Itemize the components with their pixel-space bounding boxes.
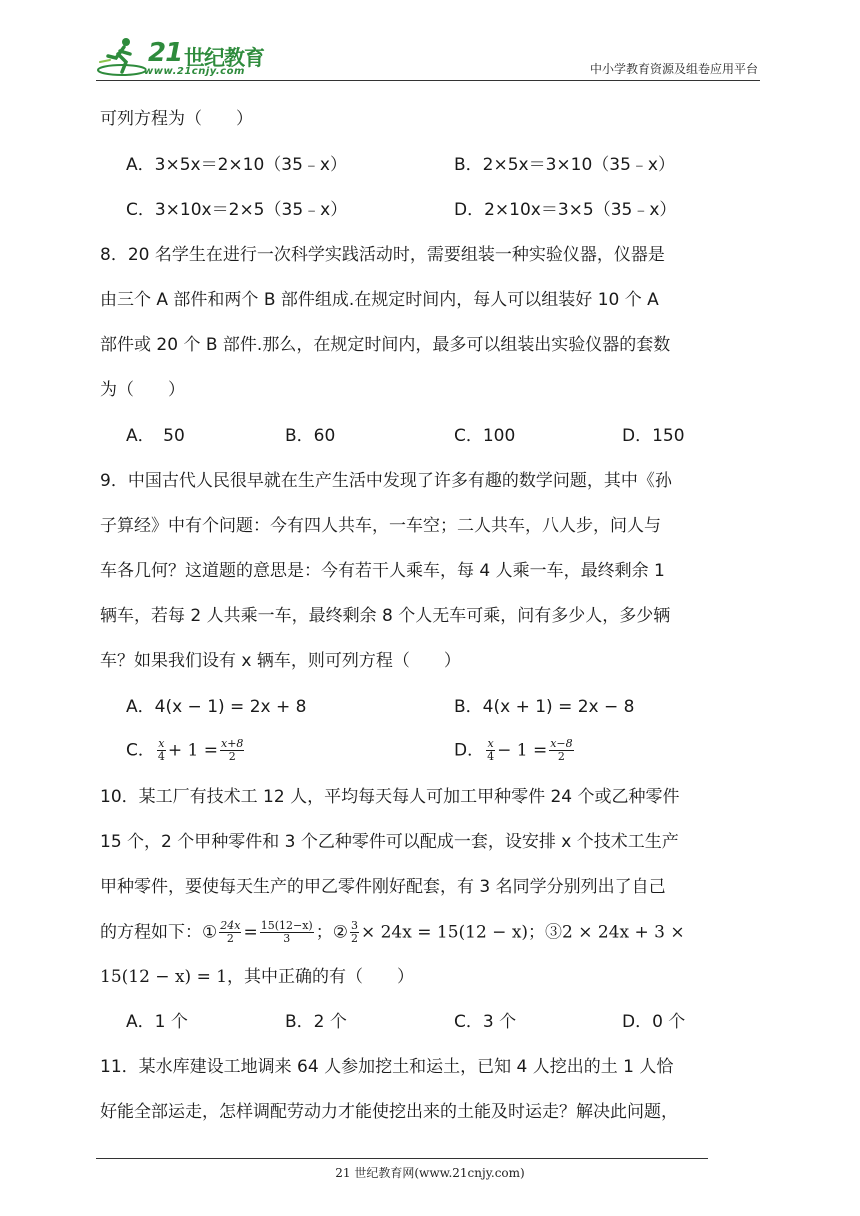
q7-option-b: B．2×5x＝3×10（35﹣x） (454, 155, 675, 175)
logo-url: www.21cnjy.com (144, 66, 245, 77)
q9-option-c-label: C． (126, 740, 155, 761)
footer-divider (96, 1158, 708, 1159)
q11-line-2: 好能全部运走，怎样调配劳动力才能使挖出来的土能及时运走？解决此问题， (100, 1102, 678, 1122)
page-header (96, 34, 760, 80)
q9-line-2: 子算经》中有个问题：今有四人共车，一车空；二人共车，八人步，问人与 (100, 516, 661, 536)
fraction-24x-over-2: $\frac{24x}{2}$ (220, 919, 241, 945)
q10-equals: = (243, 922, 258, 943)
q9-option-d-label: D． (454, 740, 485, 761)
q8-option-c: C．100 (454, 426, 516, 446)
fraction-15-12-minus-x-over-3: $\frac{15(12-x)}{3}$ (260, 919, 313, 945)
q10-option-b: B．2 个 (285, 1012, 347, 1032)
q8-line-3: 部件或 20 个 B 部件.那么，在规定时间内，最多可以组装出实验仪器的套数 (100, 335, 671, 355)
q7-stem-end: 可列方程为（ ） (100, 109, 253, 129)
q9-option-c-tail: + 1 = (167, 740, 218, 761)
q9-option-d-tail: − 1 = (497, 740, 548, 761)
header-divider (96, 80, 760, 81)
q10-line-2: 15 个，2 个甲种零件和 3 个乙种零件可以配成一套，设安排 x 个技术工生产 (100, 832, 679, 852)
q7-option-d: D．2×10x＝3×5（35﹣x） (454, 200, 677, 220)
q7-option-c: C．3×10x＝2×5（35﹣x） (126, 200, 348, 220)
q8-option-b: B．60 (285, 426, 336, 446)
q8-option-d: D．150 (622, 426, 685, 446)
q11-line-1: 11．某水库建设工地调来 64 人参加挖土和运土，已知 4 人挖出的土 1 人恰 (100, 1057, 674, 1077)
q9-option-b: B．4(x + 1) = 2x − 8 (454, 697, 635, 717)
q9-line-1: 9．中国古代人民很早就在生产生活中发现了许多有趣的数学问题，其中《孙 (100, 471, 672, 491)
q10-line-5: 15(12 − x) = 1，其中正确的有（ ） (100, 967, 415, 987)
q8-line-2: 由三个 A 部件和两个 B 部件组成.在规定时间内，每人可以组装好 10 个 A (100, 290, 659, 310)
q9-option-a: A．4(x − 1) = 2x + 8 (126, 697, 307, 717)
q10-option-a: A．1 个 (126, 1012, 188, 1032)
page-footer: 21 世纪教育网(www.21cnjy.com) (335, 1166, 525, 1180)
fraction-x-over-4: $\frac{x}{4}$ (487, 737, 495, 763)
logo-number: 21 (148, 38, 183, 68)
q9-line-5: 车？如果我们设有 x 辆车，则可列方程（ ） (100, 651, 461, 671)
q9-line-3: 车各几何？这道题的意思是：今有若干人乘车，每 4 人乘一车，最终剩余 1 (100, 561, 665, 581)
q8-line-1: 8．20 名学生在进行一次科学实践活动时，需要组装一种实验仪器，仪器是 (100, 245, 665, 265)
q9-line-4: 辆车，若每 2 人共乘一车，最终剩余 8 个人无车可乘，问有多少人，多少辆 (100, 606, 671, 626)
q10-line-1: 10．某工厂有技术工 12 人，平均每天每人可加工甲种零件 24 个或乙种零件 (100, 787, 680, 807)
q8-option-a: A． 50 (126, 426, 185, 446)
q10-line-4-mid3: × 24x = 15(12 − x)；③2 × 24x + 3 × (360, 922, 685, 943)
q9-option-c (126, 738, 246, 763)
q10-line-4-prefix: 的方程如下：① (100, 922, 218, 943)
logo-text: 世纪教育 (184, 46, 264, 70)
q10-option-c: C．3 个 (454, 1012, 517, 1032)
fraction-3-over-2: $\frac{3}{2}$ (350, 919, 358, 945)
running-figure-icon (96, 34, 146, 80)
q10-option-d: D．0 个 (622, 1012, 686, 1032)
site-logo (96, 34, 266, 80)
q8-line-4: 为（ ） (100, 380, 185, 400)
q9-option-d (454, 738, 576, 763)
fraction-x-over-4: $\frac{x}{4}$ (157, 737, 165, 763)
q10-line-4 (100, 920, 685, 945)
fraction-x-plus-8-over-2: $\frac{x+8}{2}$ (221, 737, 244, 763)
q7-option-a: A．3×5x＝2×10（35﹣x） (126, 155, 347, 175)
fraction-x-minus-8-over-2: $\frac{x-8}{2}$ (550, 737, 573, 763)
header-platform-text: 中小学教育资源及组卷应用平台 (589, 62, 758, 76)
q10-line-4-mid2: ；② (315, 922, 348, 943)
q10-line-3: 甲种零件，要使每天生产的甲乙零件刚好配套，有 3 名同学分别列出了自己 (100, 877, 666, 897)
